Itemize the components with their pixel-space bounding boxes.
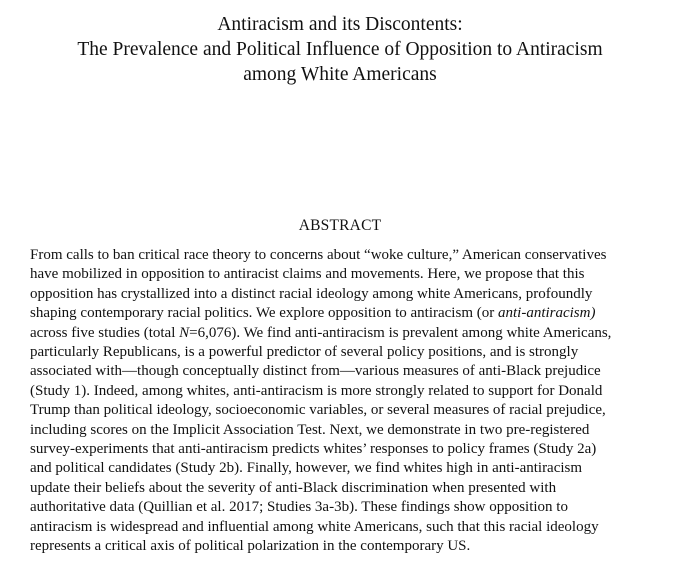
- abstract-heading: ABSTRACT: [298, 217, 382, 234]
- abstract-line: From calls to ban critical race theory to concerns about “woke culture,” American conservatives: [30, 247, 607, 263]
- abstract-text: across five studies (total: [30, 324, 180, 341]
- abstract-line: update their beliefs about the severity of anti-Black discrimination when presented with: [30, 479, 557, 496]
- abstract-line: survey-experiments that anti-antiracism predicts whites’ responses to policy frames (Study 2a): [30, 441, 597, 458]
- abstract-line: [30, 304, 670, 323]
- abstract-line: represents a critical axis of political polarization in the contemporary US.: [30, 538, 471, 555]
- title-line-3: among White Americans: [243, 64, 437, 85]
- abstract-line: Trump than political ideology, socioeconomic variables, or several measures of racial prejudice,: [30, 402, 606, 419]
- title-line-1: Antiracism and its Discontents:: [217, 14, 463, 35]
- abstract-body: [30, 246, 670, 557]
- abstract-line: and political candidates (Study 2b). Finally, however, we find whites high in anti-antiracism: [30, 460, 583, 477]
- abstract-line: [30, 324, 670, 343]
- abstract-line: including scores on the Implicit Association Test. Next, we demonstrate in two pre-registered: [30, 421, 590, 438]
- abstract-line: associated with—though conceptually distinct from—various measures of anti-Black prejudice: [30, 363, 601, 380]
- abstract-line: antiracism is widespread and influential among white Americans, such that this racial ideology: [30, 518, 599, 535]
- abstract-text: =6,076). We find anti-antiracism is prevalent among white Americans,: [189, 324, 612, 341]
- abstract-line: particularly Republicans, is a powerful predictor of several policy positions, and is strongly: [30, 344, 579, 361]
- title-line-2: The Prevalence and Political Influence of Opposition to Antiracism: [77, 39, 603, 60]
- abstract-text: shaping contemporary racial politics. We explore opposition to antiracism (or: [30, 305, 498, 322]
- abstract-term-italic: anti-antiracism): [497, 305, 596, 322]
- abstract-line: (Study 1). Indeed, among whites, anti-antiracism is more strongly related to support for Donald: [30, 382, 603, 399]
- paper-title: [0, 12, 680, 87]
- abstract-line: authoritative data (Quillian et al. 2017; Studies 3a-3b). These findings show opposition to: [30, 499, 568, 516]
- abstract-line: opposition has crystallized into a distinct racial ideology among white Americans, profoundly: [30, 285, 593, 302]
- abstract-n-italic: N: [179, 324, 190, 341]
- abstract-line: have mobilized in opposition to antiracist claims and movements. Here, we propose that this: [30, 266, 585, 283]
